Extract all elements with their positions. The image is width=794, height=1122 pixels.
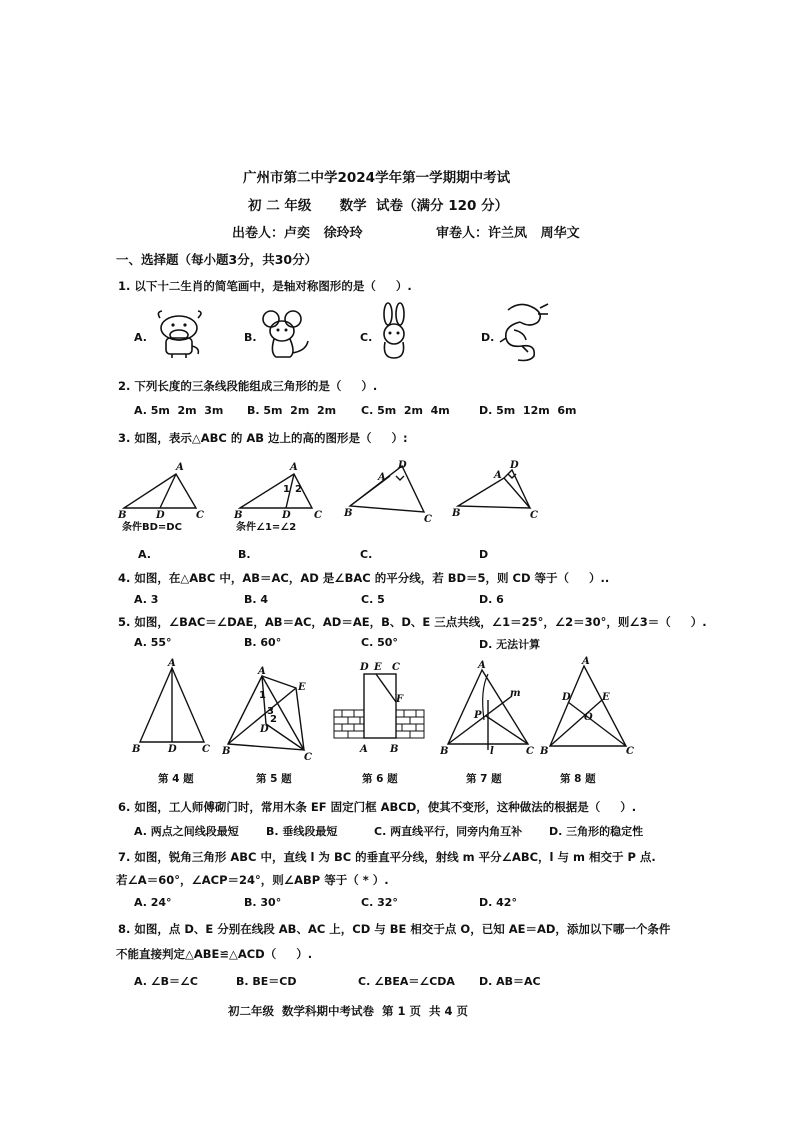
svg-text:A: A <box>378 472 386 483</box>
svg-text:P: P <box>474 710 482 721</box>
q2-option-c: C. 5m 2m 4m <box>361 404 450 417</box>
question-6: 6. 如图，工人师傅砌门时，常用木条 EF 固定门框 ABCD，使其不变形，这种做法的根据是（ ）. <box>118 800 637 814</box>
svg-text:1: 1 <box>283 484 290 495</box>
question-1: 1. 以下十二生肖的简笔画中，是轴对称图形的是（ ）. <box>118 279 412 293</box>
question-7: 7. 如图，锐角三角形 ABC 中，直线 l 为 BC 的垂直平分线，射线 m 平分∠ABC，l 与 m 相交于 P 点. <box>118 850 656 864</box>
svg-text:B: B <box>540 746 549 757</box>
svg-text:E: E <box>298 682 306 693</box>
figure-caption-6: 第 6 题 <box>362 773 398 785</box>
svg-text:O: O <box>584 712 593 723</box>
svg-text:A: A <box>258 666 266 677</box>
svg-text:D: D <box>282 510 291 521</box>
q2-option-d: D. 5m 12m 6m <box>479 404 577 417</box>
exam-subtitle: 初 二 年级 数学 试卷（满分 120 分） <box>248 198 509 214</box>
svg-text:A: A <box>290 462 298 473</box>
figure-caption-4: 第 4 题 <box>158 773 194 785</box>
q5-option-a: A. 55° <box>134 636 172 649</box>
q8-option-b: B. BE＝CD <box>236 975 297 988</box>
rat-icon <box>258 307 314 363</box>
svg-text:C: C <box>526 746 534 757</box>
q6-option-d: D. 三角形的稳定性 <box>549 825 644 838</box>
exam-authors: 出卷人：卢奕 徐玲玲 <box>232 226 363 241</box>
q7-figure <box>440 660 536 760</box>
svg-text:C: C <box>424 514 432 525</box>
q3-option-a: A. <box>138 548 151 561</box>
q3-caption-a: 条件BD=DC <box>122 522 182 533</box>
svg-text:C: C <box>202 744 210 755</box>
svg-text:E: E <box>602 692 610 703</box>
q1-option-d: D. <box>481 331 495 344</box>
q6-figure <box>330 658 426 758</box>
svg-text:D: D <box>260 724 269 735</box>
figure-caption-5: 第 5 题 <box>256 773 292 785</box>
ox-icon <box>152 308 208 360</box>
svg-text:F: F <box>396 694 404 705</box>
q5-option-d: D. 无法计算 <box>479 638 541 651</box>
figure-caption-8: 第 8 题 <box>560 773 596 785</box>
q4-option-d: D. 6 <box>479 593 504 606</box>
svg-text:2: 2 <box>270 714 277 725</box>
svg-text:D: D <box>510 460 519 471</box>
svg-text:C: C <box>196 510 204 521</box>
q8-option-d: D. AB＝AC <box>479 975 541 988</box>
svg-text:A: A <box>478 660 486 671</box>
svg-text:B: B <box>234 510 243 521</box>
q4-option-c: C. 5 <box>361 593 385 606</box>
svg-text:B: B <box>452 508 461 519</box>
q7-option-b: B. 30° <box>244 896 282 909</box>
svg-text:3: 3 <box>267 706 274 717</box>
svg-text:B: B <box>440 746 449 757</box>
question-5: 5. 如图，∠BAC＝∠DAE，AB＝AC，AD＝AE，B、D、E 三点共线，∠1＝25°，∠2＝30°，则∠3＝（ ）. <box>118 615 707 629</box>
rabbit-icon <box>374 302 414 362</box>
question-8: 8. 如图，点 D、E 分别在线段 AB、AC 上，CD 与 BE 相交于点 O，已知 AE＝AD，添加以下哪一个条件 <box>118 922 671 936</box>
svg-text:B: B <box>222 746 231 757</box>
svg-text:A: A <box>360 744 368 755</box>
q1-option-b: B. <box>244 331 257 344</box>
q5-option-b: B. 60° <box>244 636 282 649</box>
svg-text:D: D <box>168 744 177 755</box>
question-2: 2. 下列长度的三条线段能组成三角形的是（ ）. <box>118 379 378 393</box>
svg-text:D: D <box>156 510 165 521</box>
q8-option-c: C. ∠BEA＝∠CDA <box>358 975 455 988</box>
q6-option-a: A. 两点之间线段最短 <box>134 825 239 838</box>
q6-option-c: C. 两直线平行，同旁内角互补 <box>374 825 523 838</box>
svg-text:2: 2 <box>295 484 302 495</box>
q3-figure-c <box>342 458 438 530</box>
q7-option-a: A. 24° <box>134 896 172 909</box>
svg-text:A: A <box>168 658 176 669</box>
svg-text:D: D <box>398 460 407 471</box>
svg-text:A: A <box>494 470 502 481</box>
svg-text:E: E <box>374 662 382 673</box>
q1-option-a: A. <box>134 331 147 344</box>
figure-caption-7: 第 7 题 <box>466 773 502 785</box>
q3-option-b: B. <box>238 548 251 561</box>
svg-text:1: 1 <box>259 690 266 701</box>
svg-text:B: B <box>118 510 127 521</box>
svg-text:m: m <box>510 688 521 699</box>
svg-text:C: C <box>314 510 322 521</box>
svg-text:C: C <box>626 746 634 757</box>
q5-figure <box>222 664 326 762</box>
exam-reviewers: 审卷人：许兰凤 周华文 <box>436 226 580 241</box>
q2-option-a: A. 5m 2m 3m <box>134 404 224 417</box>
q4-option-b: B. 4 <box>244 593 269 606</box>
q6-option-b: B. 垂线段最短 <box>266 825 338 838</box>
question-7-line2: 若∠A＝60°，∠ACP＝24°，则∠ABP 等于（ * ）. <box>116 873 389 887</box>
svg-text:C: C <box>530 510 538 521</box>
section-heading: 一、选择题（每小题3分，共30分） <box>116 252 318 267</box>
question-8-line2: 不能直接判定△ABE≌△ACD（ ）. <box>116 947 313 961</box>
svg-text:B: B <box>344 508 353 519</box>
svg-text:D: D <box>562 692 571 703</box>
q7-option-d: D. 42° <box>479 896 517 909</box>
svg-text:B: B <box>390 744 399 755</box>
q1-option-c: C. <box>360 331 373 344</box>
q3-option-c: C. <box>360 548 373 561</box>
svg-text:B: B <box>132 744 141 755</box>
question-4: 4. 如图，在△ABC 中，AB＝AC，AD 是∠BAC 的平分线，若 BD＝5，则 CD 等于（ ）.. <box>118 571 610 585</box>
q8-option-a: A. ∠B＝∠C <box>134 975 198 988</box>
q3-figure-d <box>450 458 546 530</box>
exam-title: 广州市第二中学2024学年第一学期期中考试 <box>243 170 511 186</box>
q2-option-b: B. 5m 2m 2m <box>247 404 337 417</box>
svg-text:l: l <box>490 746 494 757</box>
question-3: 3. 如图，表示△ABC 的 AB 边上的高的图形是（ ）: <box>118 431 408 445</box>
svg-text:A: A <box>582 656 590 667</box>
q3-option-d: D <box>479 548 489 561</box>
dragon-icon <box>494 300 554 364</box>
svg-text:C: C <box>304 752 312 762</box>
q4-option-a: A. 3 <box>134 593 159 606</box>
q8-figure <box>540 656 636 760</box>
q7-option-c: C. 32° <box>361 896 398 909</box>
svg-text:D: D <box>360 662 369 673</box>
q3-caption-b: 条件∠1=∠2 <box>236 522 297 533</box>
q4-figure <box>128 658 212 758</box>
q5-option-c: C. 50° <box>361 636 398 649</box>
page-footer: 初二年级 数学科期中考试卷 第 1 页 共 4 页 <box>228 1004 469 1018</box>
svg-text:A: A <box>176 462 184 473</box>
svg-text:C: C <box>392 662 400 673</box>
